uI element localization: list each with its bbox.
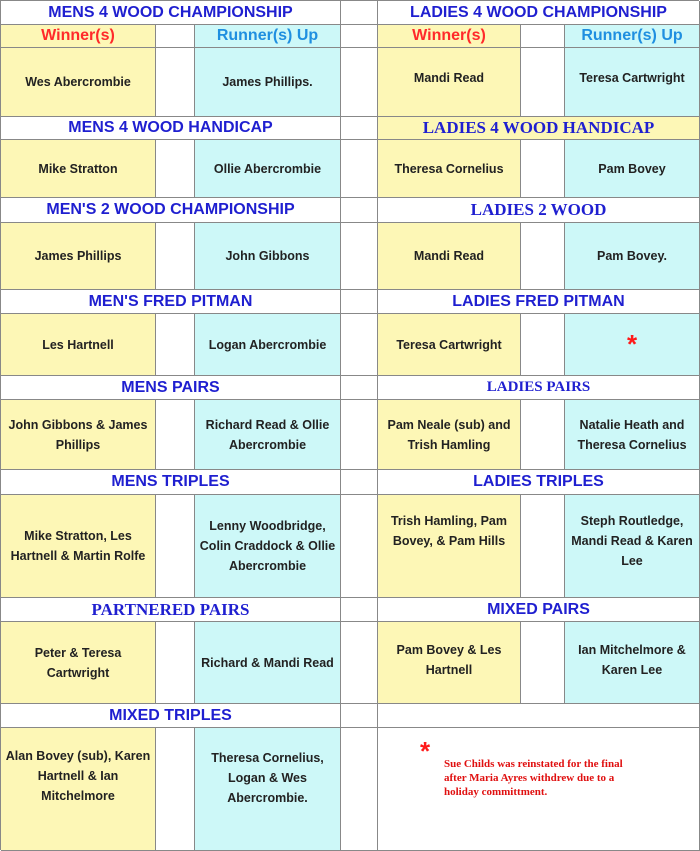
section-title-ladies-triples xyxy=(378,470,700,495)
runner-header-label: Runner(s) Up xyxy=(216,27,319,44)
runner-cell xyxy=(565,400,700,470)
section-title-ladies-4-wood-handicap xyxy=(378,117,700,140)
spacer-cell xyxy=(341,117,378,140)
winner-name: Peter & Teresa Cartwright xyxy=(34,645,122,680)
winner-name: Alan Bovey (sub), Karen Hartnell & Ian Mitchelmore xyxy=(5,749,151,803)
spacer-cell xyxy=(521,25,565,48)
runner-name: John Gibbons xyxy=(225,249,310,263)
empty-title-cell xyxy=(378,704,700,728)
runner-cell xyxy=(195,223,341,290)
spacer-cell xyxy=(521,223,565,290)
runner-cell xyxy=(195,495,341,598)
runner-name: Richard & Mandi Read xyxy=(201,655,334,670)
title-text: MEN'S FRED PITMAN xyxy=(88,292,253,310)
winner-name: Wes Abercrombie xyxy=(25,75,131,89)
winner-cell xyxy=(378,622,521,704)
winner-cell xyxy=(378,48,521,117)
winner-name: Les Hartnell xyxy=(42,337,114,352)
winner-name: John Gibbons & James Phillips xyxy=(8,417,148,452)
spacer-cell xyxy=(156,314,195,376)
spacer-cell xyxy=(156,223,195,290)
spacer-cell xyxy=(341,400,378,470)
spacer-cell xyxy=(521,48,565,117)
title-text: MENS TRIPLES xyxy=(111,473,230,490)
winner-cell xyxy=(378,223,521,290)
section-title-mens-4-wood-handicap xyxy=(1,117,341,140)
spacer-cell xyxy=(341,495,378,598)
spacer-cell xyxy=(156,400,195,470)
spacer-cell xyxy=(521,622,565,704)
spacer-cell xyxy=(156,140,195,198)
runner-header-right xyxy=(565,25,700,48)
runner-name: Pam Bovey xyxy=(598,161,666,176)
winner-name: Theresa Cornelius xyxy=(394,161,504,176)
title-text: LADIES FRED PITMAN xyxy=(452,292,625,310)
winner-name: Mike Stratton xyxy=(38,161,118,176)
winner-name: Pam Neale (sub) and Trish Hamling xyxy=(387,417,511,452)
runner-name: Teresa Cartwright xyxy=(579,71,685,85)
winner-header-right xyxy=(378,25,521,48)
winner-cell xyxy=(1,495,156,598)
runner-name: Pam Bovey. xyxy=(597,249,667,263)
title-text: MIXED TRIPLES xyxy=(109,706,232,724)
runner-cell xyxy=(195,400,341,470)
title-text: MEN'S 2 WOOD CHAMPIONSHIP xyxy=(46,201,295,218)
runner-name: Richard Read & Ollie Abercrombie xyxy=(205,417,330,452)
runner-name: Lenny Woodbridge, Colin Craddock & Ollie Abercrombie xyxy=(199,519,336,573)
title-text: MENS 4 WOOD CHAMPIONSHIP xyxy=(48,3,293,21)
spacer-cell xyxy=(156,728,195,851)
winner-cell xyxy=(378,495,521,598)
spacer-cell xyxy=(156,25,195,48)
winner-cell xyxy=(378,140,521,198)
spacer-cell xyxy=(341,25,378,48)
section-title-ladies-4-wood-championship xyxy=(378,1,700,25)
spacer-cell xyxy=(521,314,565,376)
winner-name: Pam Bovey & Les Hartnell xyxy=(396,643,502,677)
spacer-cell xyxy=(521,400,565,470)
winner-cell xyxy=(378,314,521,376)
winner-name: Mandi Read xyxy=(413,71,485,85)
winner-name: Teresa Cartwright xyxy=(396,337,502,352)
title-text: MENS 4 WOOD HANDICAP xyxy=(68,119,273,136)
spacer-cell xyxy=(341,598,378,622)
runner-cell xyxy=(565,622,700,704)
winner-header-label: Winner(s) xyxy=(412,27,486,44)
winner-name: Mandi Read xyxy=(413,249,485,263)
winner-cell xyxy=(1,48,156,117)
winner-name: Mike Stratton, Les Hartnell & Martin Rolfe xyxy=(10,529,146,563)
section-title-ladies-fred-pitman xyxy=(378,290,700,314)
section-title-mixed-triples xyxy=(1,704,341,728)
section-title-mens-fred-pitman xyxy=(1,290,341,314)
runner-name: Theresa Cornelius, Logan & Wes Abercrombie. xyxy=(211,751,324,805)
runner-name: Natalie Heath and Theresa Cornelius xyxy=(577,417,687,452)
runner-name: Ollie Abercrombie xyxy=(213,161,322,176)
runner-cell xyxy=(195,728,341,851)
spacer-cell xyxy=(156,495,195,598)
runner-cell xyxy=(565,495,700,598)
section-title-ladies-pairs xyxy=(378,376,700,400)
spacer-cell xyxy=(341,198,378,223)
spacer-cell xyxy=(341,1,378,25)
spacer-cell xyxy=(341,470,378,495)
winner-header-left xyxy=(1,25,156,48)
spacer-cell xyxy=(156,48,195,117)
winner-cell xyxy=(1,140,156,198)
runner-cell xyxy=(195,140,341,198)
spacer-cell xyxy=(341,704,378,728)
title-text: LADIES 4 WOOD HANDICAP xyxy=(422,118,655,137)
section-title-ladies-2-wood xyxy=(378,198,700,223)
spacer-cell xyxy=(341,48,378,117)
runner-cell xyxy=(195,314,341,376)
runner-name: James Phillips. xyxy=(222,75,313,89)
winner-name: Trish Hamling, Pam Bovey, & Pam Hills xyxy=(390,514,507,548)
title-text: LADIES PAIRS xyxy=(486,379,591,395)
winner-cell xyxy=(1,728,156,851)
winner-cell xyxy=(1,223,156,290)
spacer-cell xyxy=(341,290,378,314)
runner-cell xyxy=(565,223,700,290)
spacer-cell xyxy=(341,622,378,704)
section-title-mens-pairs xyxy=(1,376,341,400)
footnote-asterisk: * xyxy=(420,736,431,766)
title-text: LADIES 4 WOOD CHAMPIONSHIP xyxy=(410,3,667,21)
runner-header-left xyxy=(195,25,341,48)
spacer-cell xyxy=(341,140,378,198)
spacer-cell xyxy=(521,140,565,198)
runner-name: Ian Mitchelmore & Karen Lee xyxy=(578,643,686,677)
title-text: MIXED PAIRS xyxy=(487,600,590,618)
runner-header-label: Runner(s) Up xyxy=(581,27,683,44)
spacer-cell xyxy=(341,728,378,851)
title-text: LADIES 2 WOOD xyxy=(470,200,607,219)
title-text: LADIES TRIPLES xyxy=(473,473,604,490)
spacer-cell xyxy=(156,622,195,704)
winner-name: James Phillips xyxy=(34,249,122,263)
winner-cell xyxy=(1,622,156,704)
section-title-mens-triples xyxy=(1,470,341,495)
runner-cell xyxy=(195,622,341,704)
section-title-partnered-pairs xyxy=(1,598,341,622)
winner-cell xyxy=(1,314,156,376)
runner-cell xyxy=(565,48,700,117)
runner-name: Logan Abercrombie xyxy=(208,337,327,352)
title-text: MENS PAIRS xyxy=(121,378,220,396)
asterisk-marker: * xyxy=(626,329,638,359)
spacer-cell xyxy=(341,314,378,376)
winner-cell xyxy=(378,400,521,470)
footnote-text: Sue Childs was reinstated for the final after Maria Ayres withdrew due to a holiday committment. xyxy=(444,758,623,798)
spacer-cell xyxy=(521,495,565,598)
runner-cell-asterisk xyxy=(565,314,700,376)
spacer-cell xyxy=(341,223,378,290)
title-text: PARTNERED PAIRS xyxy=(91,599,250,619)
section-title-mixed-pairs xyxy=(378,598,700,622)
runner-name: Steph Routledge, Mandi Read & Karen Lee xyxy=(571,514,693,568)
section-title-mens-2-wood-championship xyxy=(1,198,341,223)
spacer-cell xyxy=(341,376,378,400)
section-title-mens-4-wood-championship xyxy=(1,1,341,25)
winner-cell xyxy=(1,400,156,470)
runner-cell xyxy=(565,140,700,198)
winner-header-label: Winner(s) xyxy=(41,27,115,44)
runner-cell xyxy=(195,48,341,117)
